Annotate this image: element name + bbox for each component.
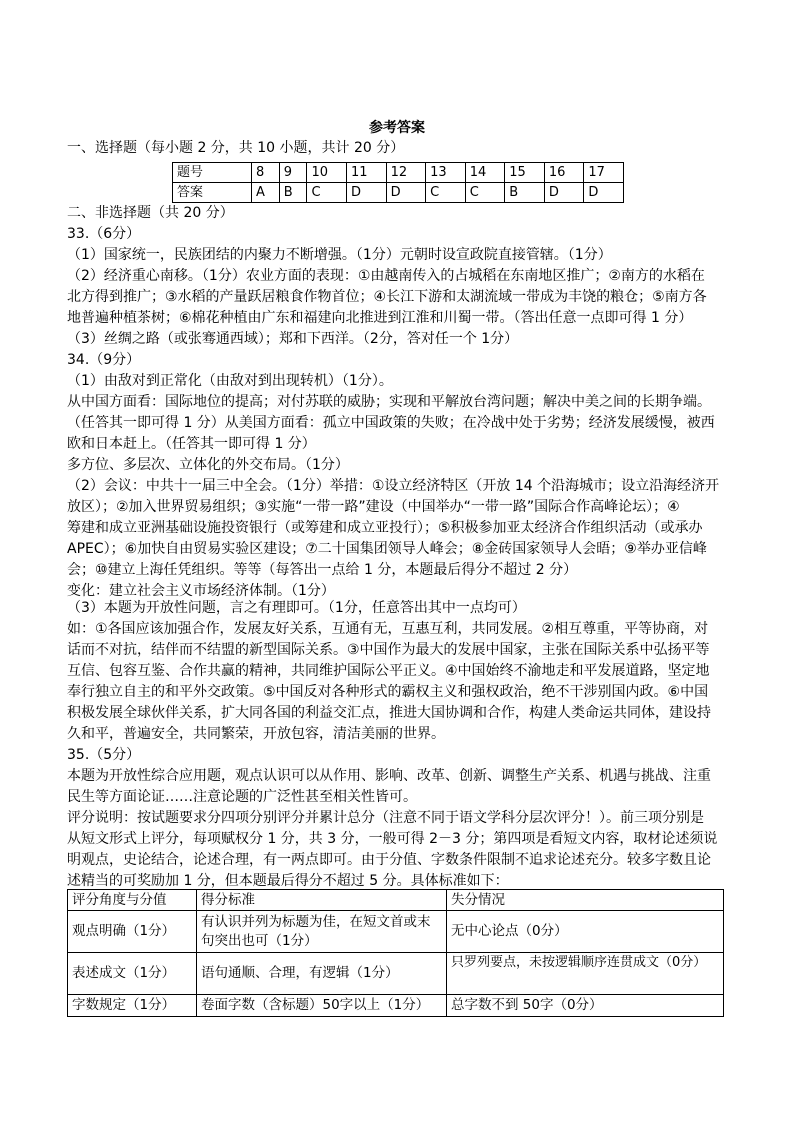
text-line: 33.（6分） (67, 226, 141, 242)
question-number-cell: 14 (465, 163, 505, 183)
question-number-cell: 13 (426, 163, 466, 183)
text-line: 会；⑩建立上海任凭组织。等等（每答出一点给 1 分，本题最后得分不超过 2 分） (67, 562, 578, 578)
text-line: 34.（9分） (67, 352, 141, 368)
answer-cell: B (505, 183, 545, 203)
cell: 字数规定（1分） (68, 995, 197, 1017)
text-line: 明观点，史论结合，论述合理，有一两点即可。由于分值、字数条件限制不追求论述充分。较多字数且论 (67, 852, 711, 868)
page-title: 参考答案 (369, 120, 425, 136)
answer-cell: C (426, 183, 466, 203)
answer-cell: D (544, 183, 584, 203)
text-line: 多方位、多层次、立体化的外交布局。（1分） (67, 457, 349, 473)
text-line: （1）国家统一，民族团结的内聚力不断增强。（1分）元朝时设宣政院直接管辖。（1分） (67, 247, 612, 263)
table-row (173, 163, 624, 183)
question-number-cell: 9 (279, 163, 307, 183)
cell: 观点明确（1分） (68, 911, 197, 953)
cell: 表述成文（1分） (68, 953, 197, 995)
text-line: 本题为开放性综合应用题，观点认识可以从作用、影响、改革、创新、调整生产关系、机遇与挑战、注重 (67, 768, 711, 784)
question-number-cell: 10 (307, 163, 347, 183)
question-number-cell: 15 (505, 163, 545, 183)
table-row (68, 911, 724, 953)
text-line: （3）丝绸之路（或张骞通西域）；郑和下西洋。（2分，答对任一个 1分） (67, 331, 519, 347)
question-number-cell: 17 (584, 163, 624, 183)
text-line: 述精当的可奖励加 1 分，但本题最后得分不超过 5 分。具体标准如下： (67, 873, 509, 889)
cell: 有认识并列为标题为佳，在短文首或末句突出也可（1分） (197, 911, 447, 953)
text-line: （2）经济重心南移。（1分）农业方面的表现：①由越南传入的占城稻在东南地区推广；②南方的水稻在 (67, 268, 705, 284)
text-line: 积极发展全球伙伴关系，扩大同各国的利益交汇点，推进大国协调和合作，构建人类命运共同体，建设持 (67, 705, 711, 721)
row-label: 答案 (173, 183, 252, 203)
text-line: 话而不对抗，结伴而不结盟的新型国际关系。③中国作为最大的发展中国家，主张在国际关系中弘扬平等 (67, 642, 710, 658)
cell: 语句通顺、合理，有逻辑（1分） (197, 953, 447, 995)
text-line: （3）本题为开放性问题，言之有理即可。（1分，任意答出其中一点均可） (67, 600, 526, 616)
text-line: 变化：建立社会主义市场经济体制。（1分） (67, 583, 335, 599)
answer-cell: C (307, 183, 347, 203)
answer-cell: C (465, 183, 505, 203)
header-cell: 得分标准 (197, 890, 447, 911)
table-row (68, 953, 724, 995)
text-line: 奉行独立自主的和平外交政策。⑤中国反对各种形式的霸权主义和强权政治，绝不干涉别国内政。⑥中国 (67, 684, 709, 700)
answer-cell: D (347, 183, 387, 203)
table-header-row (68, 890, 724, 911)
answer-body (67, 203, 737, 892)
question-number-cell: 8 (252, 163, 280, 183)
text-line: （任答其一即可得 1 分）从美国方面看：孤立中国政策的失败；在冷战中处于劣势；经济发展缓慢，被西 (67, 415, 715, 431)
text-line: 二、非选择题（共 20 分） (67, 205, 234, 221)
text-line: 从短文形式上评分，每项赋权分 1 分，共 3 分，一般可得 2－3 分；第四项是看短文内容，取材论述须说 (67, 831, 718, 847)
question-number-cell: 12 (386, 163, 426, 183)
text-line: 民生等方面论证……注意论题的广泛性甚至相关性皆可。 (67, 789, 417, 805)
answer-cell: D (584, 183, 624, 203)
cell: 卷面字数（含标题）50字以上（1分） (197, 995, 447, 1017)
answer-cell: D (386, 183, 426, 203)
answer-cell: A (252, 183, 280, 203)
question-number-cell: 16 (544, 163, 584, 183)
text-line: 久和平，普遍安全，共同繁荣，开放包容，清洁美丽的世界。 (67, 726, 445, 742)
header-cell: 评分角度与分值 (68, 890, 197, 911)
table-row (68, 995, 724, 1017)
text-line: 欧和日本赶上。（任答其一即可得 1 分） (67, 436, 316, 452)
text-line: 互信、包容互鉴、合作共赢的精神，共同维护国际公平正义。④中国始终不渝地走和平发展道路，坚定地 (67, 663, 710, 679)
text-line: 从中国方面看：国际地位的提高；对付苏联的威胁；实现和平解放台湾问题；解决中美之间的长期争端。 (67, 394, 711, 410)
text-line: 地普遍种植茶树；⑥棉花种植由广东和福建向北推进到江淮和川蜀一带。（答出任意一点即可得 1 分） (67, 310, 693, 326)
text-line: 评分说明：按试题要求分四项分别评分并累计总分（注意不同于语文学科分层次评分！）。前三项分别是 (67, 810, 704, 826)
question-number-cell: 11 (347, 163, 387, 183)
text-line: （1）由敌对到正常化（由敌对到出现转机）（1分）。 (67, 373, 393, 389)
text-line: 35.（5分） (67, 747, 141, 763)
table-row (173, 183, 624, 203)
rubric-table (67, 889, 724, 1017)
text-line: 如：①各国应该加强合作，发展友好关系，互通有无，互惠互利，共同发展。②相互尊重，平等协商，对 (67, 621, 709, 637)
text-line: 筹建和成立亚洲基础设施投资银行（或筹建和成立亚投行）；⑤积极参加亚太经济合作组织活动（或承办 (67, 520, 703, 536)
text-line: APEC）；⑥加快自由贸易实验区建设；⑦二十国集团领导人峰会；⑧金砖国家领导人会晤；⑨举办亚信峰 (67, 541, 707, 557)
cell: 总字数不到 50字（0分） (447, 995, 724, 1017)
header-cell: 失分情况 (447, 890, 724, 911)
cell: 只罗列要点，未按逻辑顺序连贯成文（0分） (447, 953, 724, 995)
text-line: 放区）；②加入世界贸易组织；③实施“一带一路”建设（中国举办“一带一路”国际合作高峰论坛）；④ (67, 499, 680, 515)
choice-answer-table (172, 162, 624, 203)
section-choice-heading: 一、选择题（每小题 2 分，共 10 小题，共计 20 分） (67, 140, 405, 156)
row-label: 题号 (173, 163, 252, 183)
text-line: 北方得到推广；③水稻的产量跃居粮食作物首位；④长江下游和太湖流域一带成为丰饶的粮仓；⑤南方各 (67, 289, 707, 305)
text-line: （2）会议：中共十一届三中全会。（1分）举措：①设立经济特区（开放 14 个沿海城市；设立沿海经济开 (67, 478, 720, 494)
cell: 无中心论点（0分） (447, 911, 724, 953)
answer-cell: B (279, 183, 307, 203)
